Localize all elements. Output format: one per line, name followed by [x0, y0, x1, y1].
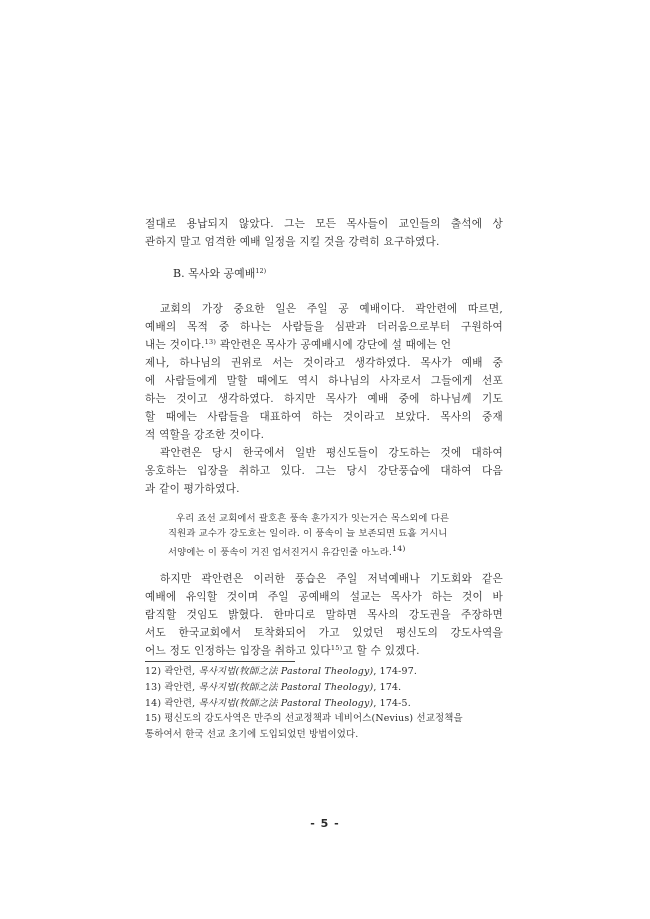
quote-line-3: 서양에는 이 풍속이 거진 업서진거시 유감인줄 아노라.$^{14)}$: [168, 544, 406, 559]
quote-line-2: 직원과 교수가 강도흐는 일이라. 이 풍속이 늘 보존되면 됴흘 거시니: [168, 528, 448, 539]
footnote-divider: [145, 661, 295, 662]
quote-line-1: 우리 죠선 교회에서 괄호흔 풍속 훈가지가 잇는거슨 목스외에 다른: [176, 513, 450, 524]
para2-line-1: 곽안련은 당시 한국에서 일반 평신도들이 강도하는 것에 대하여: [160, 447, 503, 459]
footnote-13: 13) 곽안련, 목사지법(牧師之法 Pastoral Theology), 174.: [145, 682, 402, 693]
para2-line-3: 과 같이 평가하였다.: [145, 483, 240, 495]
para2-line-2: 옹호하는 입장을 취하고 있다. 그는 당시 강단풍습에 대하여 다음: [145, 465, 503, 477]
footnote-12: 12) 곽안련, 목사지법(牧師之法 Pastoral Theology), 174-97.: [145, 666, 418, 677]
para3-line-1: 하지만 곽안련은 이러한 풍습은 주일 저녁예배나 기도회와 같은: [160, 573, 503, 585]
para3-line-5: 어느 정도 인정하는 입장을 취하고 있다$^{15)}$고 할 수 있겠다.: [145, 644, 420, 657]
section-heading-text: B. 목사와 공예배: [173, 267, 256, 280]
footnote-ref-14: 14): [392, 544, 406, 553]
footnote-ref-15: 15): [330, 644, 343, 652]
para3-line-4: 서도 한국교회에서 토착화되어 가고 있었던 평신도의 강도사역을: [145, 627, 503, 639]
para3-line-2: 예배에 유익할 것이며 주일 공예배의 설교는 목사가 하는 것이 바: [145, 591, 503, 603]
para3-line-3: 람직할 것임도 밝혔다. 한마디로 말하면 목사의 강도권을 주장하면: [145, 609, 503, 621]
intro-line-2: 관하지 말고 엄격한 예배 일정을 지킬 것을 강력히 요구하였다.: [145, 236, 440, 248]
para1-line-7: 할 때에는 사람들을 대표하여 하는 것이라고 보았다. 목사의 중재: [145, 411, 503, 423]
para1-line-2: 예배의 목적 중 하나는 사람들을 심판과 더러움으로부터 구원하여: [145, 321, 503, 333]
footnote-ref-12: 12): [255, 267, 267, 275]
intro-line-1: 절대로 용납되지 않았다. 그는 모든 목사들이 교인들의 출석에 상: [145, 218, 503, 230]
footnote-15-continued: 통하여서 한국 선교 초기에 도입되었던 방법이었다.: [145, 729, 359, 740]
page-number: - 5 -: [310, 817, 340, 830]
para1-line-3: 내는 것이다.$^{13)}$ 곽안련은 목사가 공예배시에 강단에 설 때에는 언: [145, 338, 452, 351]
para1-line-5: 에 사람들에게 말할 때에도 역시 하나님의 사자로서 그들에게 선포: [145, 375, 503, 387]
footnote-15: 15) 평신도의 강도사역은 만주의 선교정책과 네비어스(Nevius) 선교정책을: [145, 713, 463, 724]
section-heading: [173, 267, 266, 281]
para1-line-6: 하는 것이고 생각하였다. 하지만 목사가 예배 중에 하나님께 기도: [145, 393, 503, 405]
para1-line-4: 제나, 하나님의 권위로 서는 것이라고 생각하였다. 목사가 예배 중: [145, 357, 503, 369]
para1-line-1: 교회의 가장 중요한 일은 주일 공 예배이다. 곽안련에 따르면,: [160, 303, 503, 315]
para1-line-8: 적 역할을 강조한 것이다.: [145, 429, 265, 441]
footnote-ref-13: 13): [204, 338, 217, 346]
footnote-14: 14) 곽안련, 목사지법(牧師之法 Pastoral Theology), 174-5.: [145, 698, 411, 709]
